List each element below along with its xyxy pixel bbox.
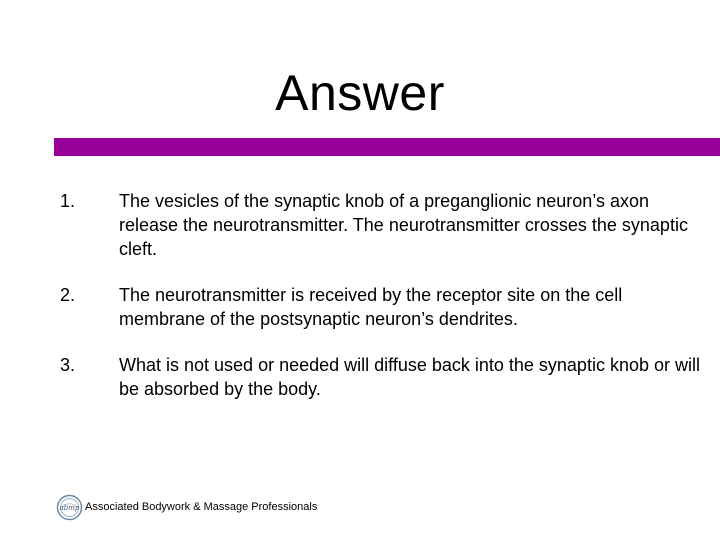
slide-title: Answer bbox=[275, 65, 445, 121]
accent-bar bbox=[54, 138, 720, 156]
answer-list bbox=[60, 189, 700, 423]
logo-text: abmp bbox=[59, 503, 80, 512]
organization-name: Associated Bodywork & Massage Professionals bbox=[85, 501, 318, 513]
footer bbox=[56, 493, 317, 521]
list-item-number: 1. bbox=[60, 191, 76, 211]
list-item bbox=[60, 189, 700, 261]
list-item-text: The vesicles of the synaptic knob of a preganglionic neuron’s axon release the neurotransmitter. The neurotransmitter crosses the synaptic cleft. bbox=[119, 191, 688, 259]
list-item-text: What is not used or needed will diffuse back into the synaptic knob or will be absorbed by the body. bbox=[119, 355, 700, 399]
list-item-number: 3. bbox=[60, 355, 76, 375]
list-item bbox=[60, 283, 700, 331]
list-item-number: 2. bbox=[60, 285, 76, 305]
list-item bbox=[60, 353, 700, 401]
list-item-text: The neurotransmitter is received by the receptor site on the cell membrane of the postsynaptic neuron’s dendrites. bbox=[119, 285, 623, 329]
abmp-logo-icon bbox=[56, 494, 83, 521]
